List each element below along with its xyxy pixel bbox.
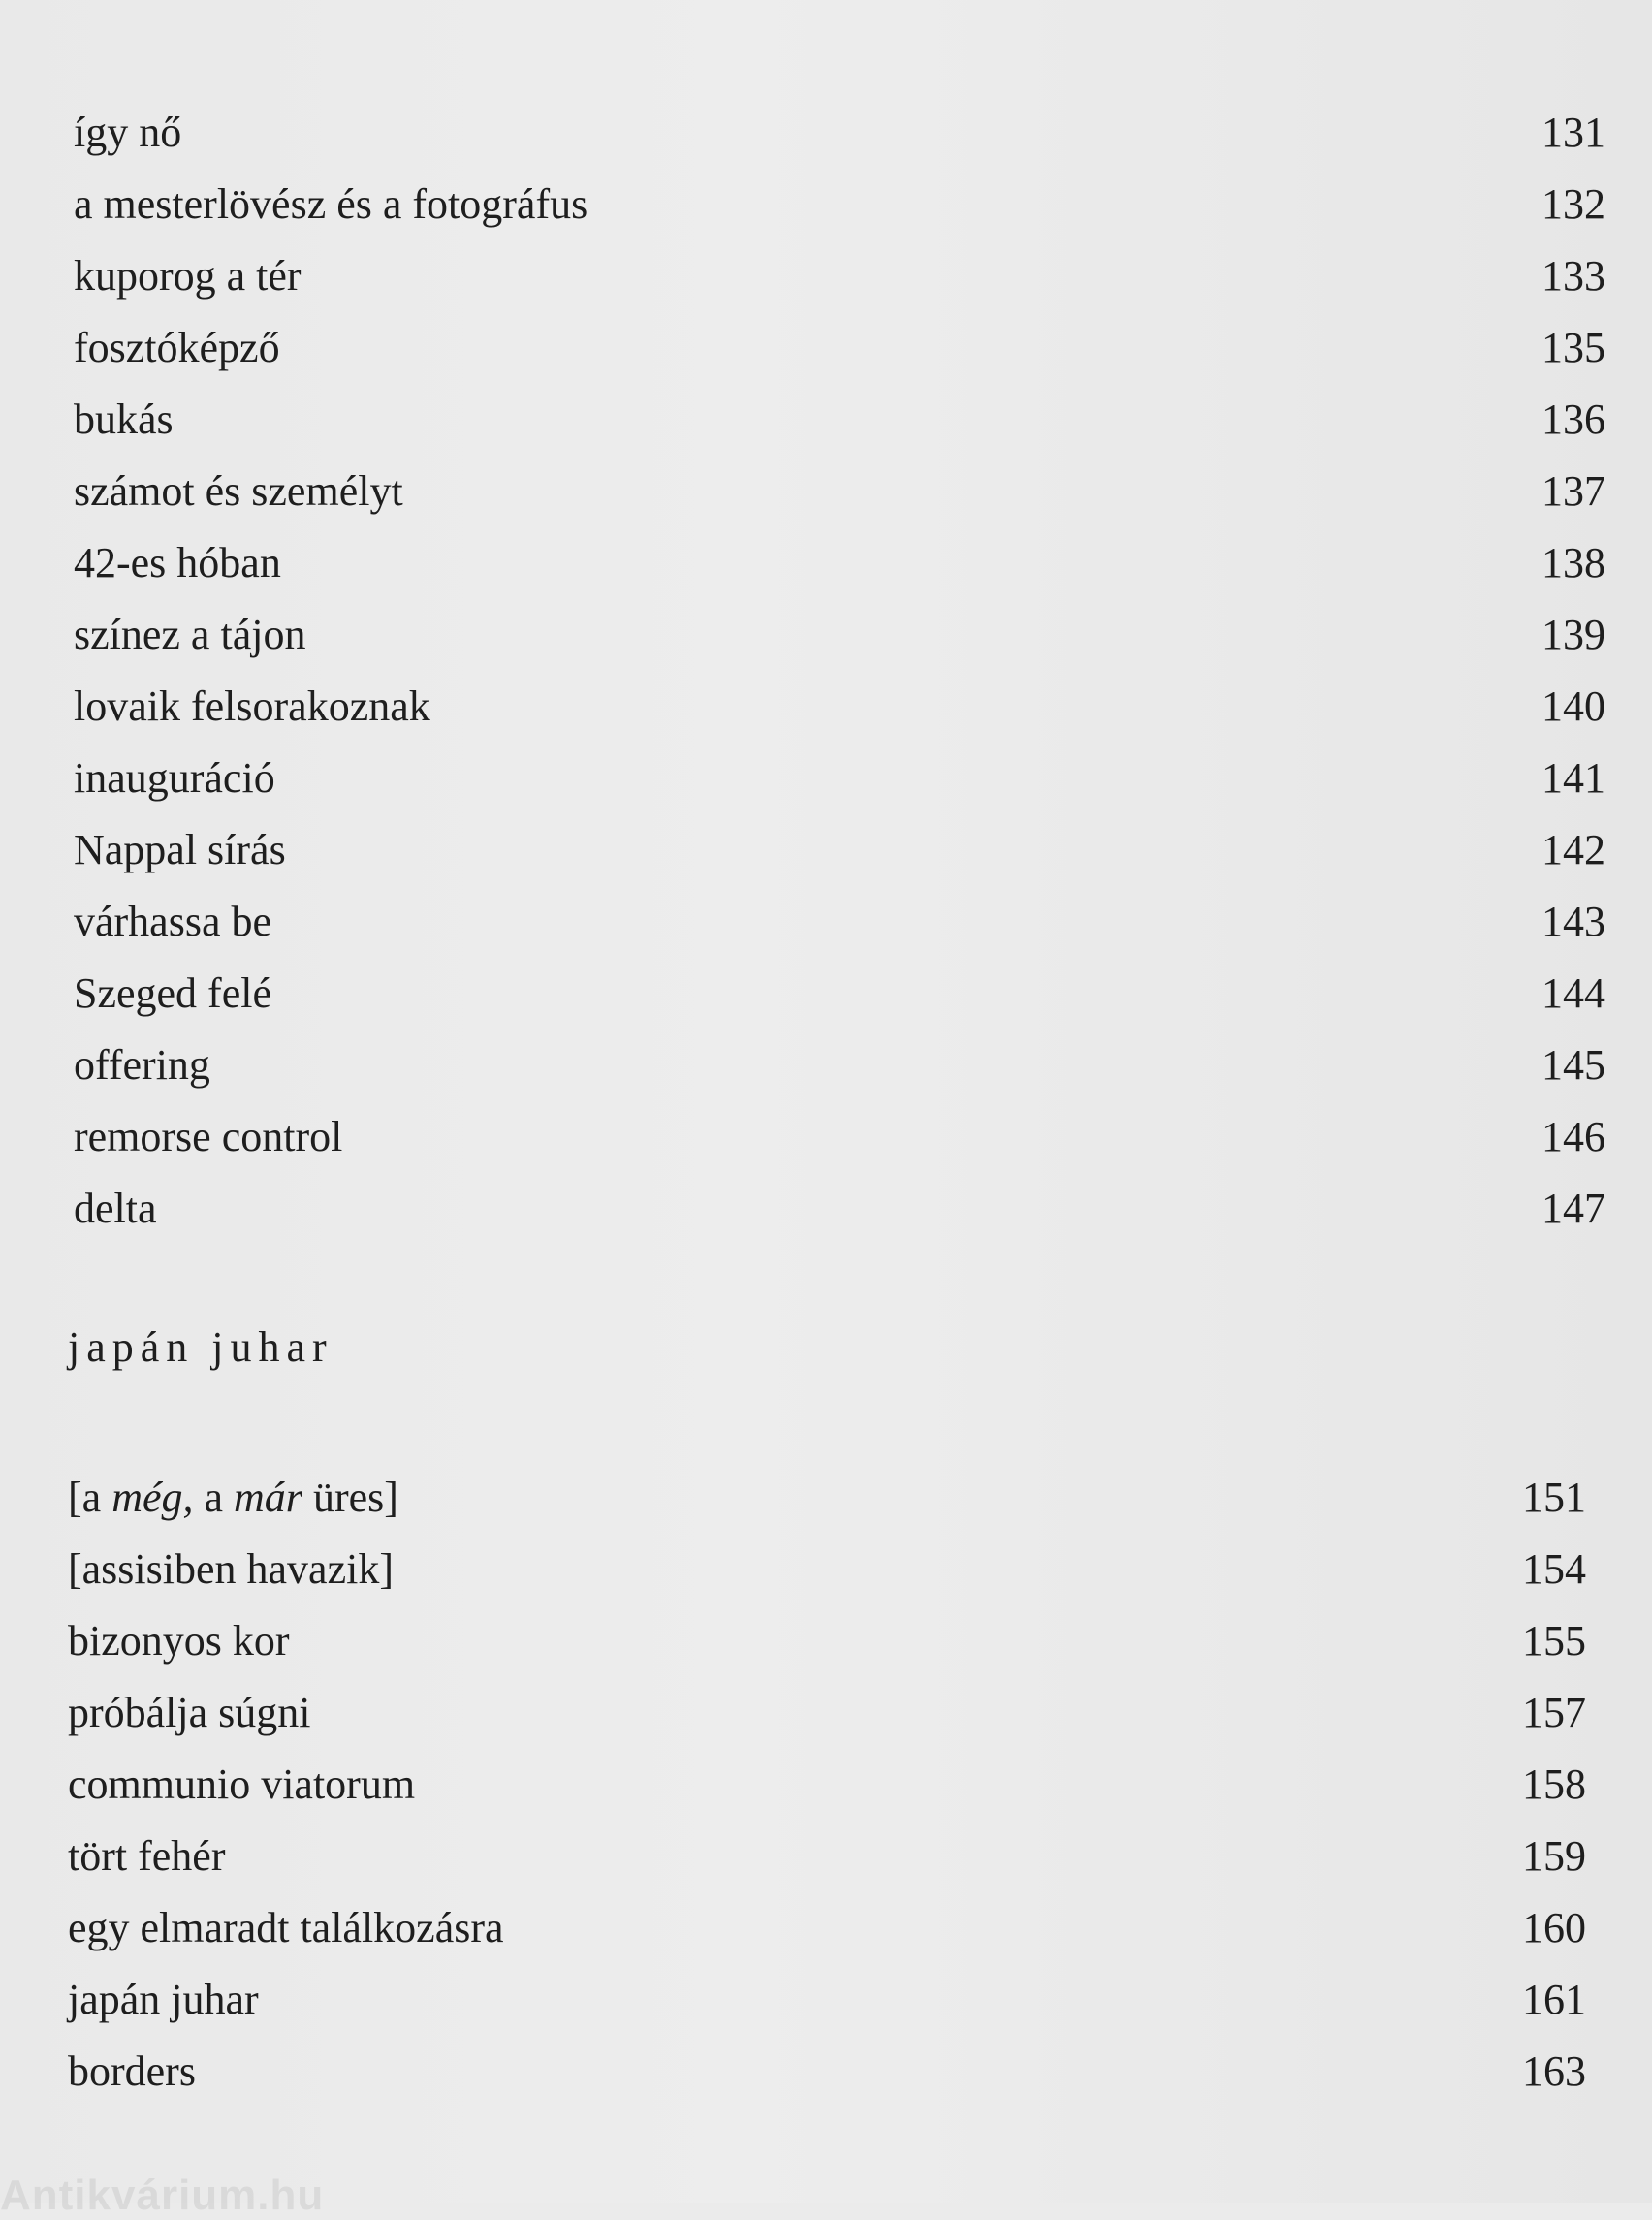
toc-entry-page: 132: [1541, 180, 1605, 228]
toc-entry: [74, 384, 1605, 456]
title-part: a: [193, 1474, 235, 1521]
toc-entry-page: 163: [1522, 2047, 1586, 2095]
toc-entry-title: remorse control: [74, 1113, 343, 1160]
toc-entry-page: 158: [1522, 1760, 1586, 1808]
toc-entry-page: 145: [1541, 1041, 1605, 1089]
toc-entry: [74, 169, 1605, 240]
toc-section-2: [68, 1462, 1586, 2108]
toc-entry-title: tört fehér: [68, 1832, 226, 1880]
toc-entry: [74, 671, 1605, 743]
toc-entry-page: 159: [1522, 1832, 1586, 1880]
title-part: üres]: [302, 1474, 398, 1521]
toc-entry-page: 157: [1522, 1689, 1586, 1736]
toc-entry-page: 146: [1541, 1113, 1605, 1160]
toc-entry-title: lovaik felsorakoznak: [74, 682, 430, 730]
title-part: [a: [68, 1474, 112, 1521]
toc-entry: [74, 240, 1605, 312]
title-italic-part: még,: [111, 1474, 194, 1521]
section-heading: japán juhar: [68, 1323, 334, 1371]
toc-section-1: [74, 97, 1605, 1245]
toc-entry-title: communio viatorum: [68, 1760, 416, 1808]
toc-entry: [74, 312, 1605, 384]
toc-entry-title: japán juhar: [68, 1976, 259, 2023]
toc-entry: [74, 527, 1605, 599]
toc-entry-title: kuporog a tér: [74, 252, 302, 300]
toc-entry: [68, 1749, 1586, 1821]
title-italic-part: már: [234, 1474, 302, 1521]
toc-entry: [74, 1030, 1605, 1101]
toc-entry-page: 142: [1541, 826, 1605, 873]
toc-entry-title: offering: [74, 1041, 210, 1089]
toc-entry: [68, 1964, 1586, 2036]
toc-entry-title: várhassa be: [74, 898, 272, 945]
toc-entry: [74, 958, 1605, 1030]
toc-entry-page: 138: [1541, 539, 1605, 587]
toc-entry-page: 155: [1522, 1617, 1586, 1665]
toc-entry-title: [68, 1462, 398, 1534]
toc-entry: [74, 456, 1605, 527]
toc-entry-page: 133: [1541, 252, 1605, 300]
toc-entry-title: 42-es hóban: [74, 539, 281, 587]
toc-entry-page: 143: [1541, 898, 1605, 945]
toc-entry: [68, 1821, 1586, 1892]
toc-entry-page: 154: [1522, 1545, 1586, 1593]
toc-entry-title: fosztóképző: [74, 324, 280, 371]
toc-entry-page: 151: [1522, 1474, 1586, 1521]
toc-entry-title: próbálja súgni: [68, 1689, 311, 1736]
toc-entry-page: 141: [1541, 754, 1605, 802]
toc-entry: [74, 1101, 1605, 1173]
toc-entry-title: bukás: [74, 396, 174, 443]
toc-entry-title: delta: [74, 1185, 157, 1232]
toc-entry: [68, 1892, 1586, 1964]
toc-entry: [74, 97, 1605, 169]
toc-entry-title: számot és személyt: [74, 467, 403, 515]
toc-entry-page: 144: [1541, 969, 1605, 1017]
toc-entry-title: borders: [68, 2047, 196, 2095]
toc-entry: [74, 599, 1605, 671]
toc-entry-page: 160: [1522, 1904, 1586, 1951]
watermark: Antikvárium.hu: [0, 2172, 325, 2219]
toc-entry: [68, 1677, 1586, 1749]
toc-entry-page: 139: [1541, 611, 1605, 658]
toc-entry: [68, 1605, 1586, 1677]
toc-entry-page: 140: [1541, 682, 1605, 730]
toc-entry: [74, 814, 1605, 886]
toc-entry-title: [assisiben havazik]: [68, 1545, 394, 1593]
toc-entry-page: 147: [1541, 1185, 1605, 1232]
toc-entry-title: egy elmaradt találkozásra: [68, 1904, 504, 1951]
toc-entry: [68, 2036, 1586, 2108]
toc-entry: [74, 1173, 1605, 1245]
toc-entry: [74, 886, 1605, 958]
toc-entry-title: Nappal sírás: [74, 826, 286, 873]
toc-entry: [74, 743, 1605, 814]
toc-entry-page: 135: [1541, 324, 1605, 371]
toc-entry-page: 137: [1541, 467, 1605, 515]
toc-entry-title: inauguráció: [74, 754, 275, 802]
toc-entry-page: 131: [1541, 109, 1605, 156]
toc-entry-title: bizonyos kor: [68, 1617, 290, 1665]
toc-entry: [68, 1534, 1586, 1605]
toc-entry-title: színez a tájon: [74, 611, 306, 658]
toc-entry-page: 161: [1522, 1976, 1586, 2023]
toc-entry: [68, 1462, 1586, 1534]
toc-entry-title: így nő: [74, 109, 182, 156]
toc-entry-title: Szeged felé: [74, 969, 271, 1017]
toc-entry-title: a mesterlövész és a fotográfus: [74, 180, 588, 228]
toc-entry-page: 136: [1541, 396, 1605, 443]
